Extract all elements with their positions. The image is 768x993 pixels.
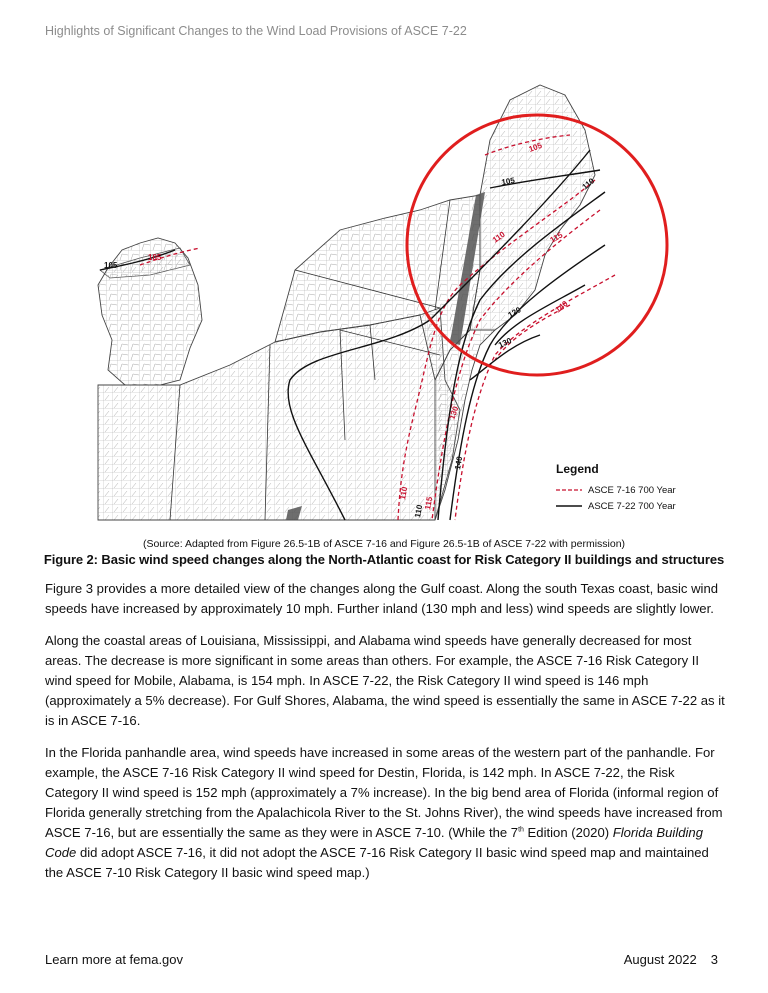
contour-label: 140 [453,455,465,471]
contour-label: 105 [500,175,516,187]
running-header: Highlights of Significant Changes to the Wind Load Provisions of ASCE 7-22 [45,24,467,38]
footer-date-page [624,952,718,967]
contour-label: 110 [413,504,425,519]
legend-title: Legend [556,462,599,476]
paragraph-3 [45,743,725,883]
figure-source: (Source: Adapted from Figure 26.5-1B of ASCE 7-16 and Figure 26.5-1B of ASCE 7-22 with permission) [142,538,626,550]
body-text [45,579,725,895]
legend-label-722: ASCE 7-22 700 Year [588,501,676,512]
paragraph-3-text: Edition (2020) [523,825,613,840]
contour-label: 130 [447,405,461,421]
ordinal-superscript: th [518,826,524,834]
contour-label: 110 [580,176,597,192]
contour-label: 110 [490,229,507,245]
paragraph-3-text: did adopt ASCE 7-16, it did not adopt the ASCE 7-16 Risk Category II basic wind speed map and maintained the ASCE 7-10 Risk Category II basic wind speed map.) [45,845,709,880]
code-title: Florida Building Code [45,825,703,860]
contour-label: 130 [497,336,513,350]
paragraph-3-text: In the Florida panhandle area, wind speeds have increased in some areas of the western part of the panhandle. For example, the ASCE 7-16 Risk Category II wind speed for Destin, Florida, is 142 mph. In ASCE 7-22, the Risk Category II wind speed is 152 mph (approximately a 7% increase). In the big bend area of Florida (informal region of Florida generally stretching from the Apalachicola River to the St. Johns River), the wind speeds have increased from ASCE 7-16, but are essentially the same as they were in ASCE 7-10. (While the 7 [45,745,723,840]
contour-label: 105 [148,253,162,262]
contour-label: 140 [553,299,570,315]
footer-link[interactable]: Learn more at fema.gov [45,952,184,967]
contour-label: 120 [506,305,523,320]
footer-date: August 2022 [623,952,697,967]
contour-label: 110 [398,486,410,501]
page-number: 3 [710,952,718,967]
contour-label: 115 [423,496,435,511]
wind-speed-map [40,80,730,532]
map-legend [556,462,676,512]
contour-label: 115 [548,230,565,245]
legend-label-716: ASCE 7-16 700 Year [588,485,676,496]
contour-label: 105 [527,140,544,154]
figure-caption: Figure 2: Basic wind speed changes along the North-Atlantic coast for Risk Category II buildings and structures [43,552,725,567]
map-svg [40,80,730,532]
paragraph-2: Along the coastal areas of Louisiana, Mississippi, and Alabama wind speeds have generally decreased for most areas. The decrease is more significant in some areas than others. For example, the ASCE 7-16 Risk Category II wind speed for Mobile, Alabama, is 154 mph. In ASCE 7-22, the Risk Category II wind speed is 146 mph (approximately a 5% decrease). For Gulf Shores, Alabama, the wind speed is essentially the same in ASCE 7-22 as it is in ASCE 7-16. [45,633,725,728]
contour-label: 105 [104,261,118,270]
paragraph-1: Figure 3 provides a more detailed view of the changes along the Gulf coast. Along the south Texas coast, basic wind speeds have increased by approximately 10 mph. Further inland (130 mph and less) wind speeds are slightly lower. [45,581,719,616]
